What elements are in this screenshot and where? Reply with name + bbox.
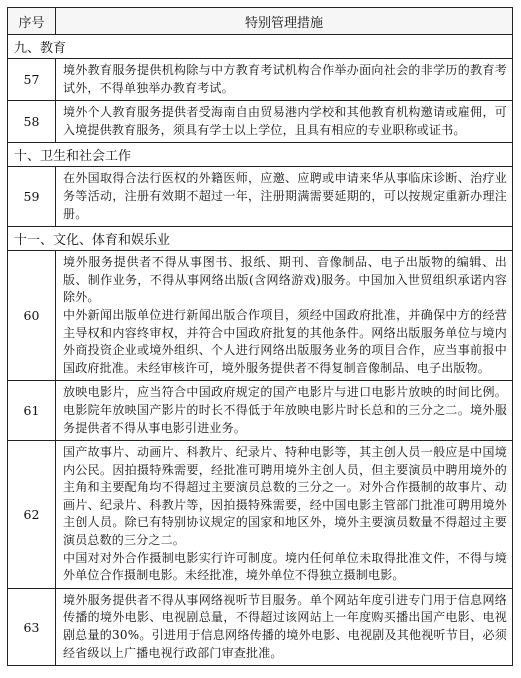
section-title: 十一、文化、体育和娱乐业 <box>8 227 513 251</box>
measure-paragraph: 境外教育服务提供机构除与中方教育考试机构合作举办面向社会的非学历的教育考试外，不得单独举办教育考试。 <box>63 63 507 95</box>
row-serial-number: 57 <box>8 59 56 101</box>
row-measure-text <box>56 101 513 143</box>
row-serial-number: 60 <box>8 251 56 381</box>
measure-paragraph: 国产故事片、动画片、科教片、纪录片、特种电影等，其主创人员一般应是中国境内公民。因拍摄特殊需要，经批准可聘用境外主创人员，但主要演员中聘用境外的主角和主要配角均不得超过主要演员总数的三分之一。对外合作摄制的故事片、动画片、纪录片、科教片等，因拍摄特殊需要，经中国电影主管部门批准可聘用境外主创人员。除已有特别协议规定的国家和地区外，境外主要演员数量不得超过主要演员总数的三分之二。 <box>63 445 507 548</box>
table-body <box>8 35 513 666</box>
measure-paragraph: 境外服务提供者不得从事网络视听节目服务。单个网站年度引进专门用于信息网络传播的境外电影、电视剧总量，不得超过该网站上一年度购买播出国产电影、电视剧总量的30%。引进用于信息网络传播的境外电影、电视剧及其他视听节目，必须经省级以上广播电视行政部门审查批准。 <box>63 592 507 660</box>
table-row <box>8 381 513 441</box>
table-header-row <box>8 8 513 35</box>
row-measure-text <box>56 381 513 441</box>
table-row <box>8 59 513 101</box>
section-row <box>8 227 513 251</box>
section-title: 十、卫生和社会工作 <box>8 143 513 167</box>
table-row <box>8 167 513 227</box>
special-measures-table <box>7 7 513 666</box>
measure-paragraph: 中国对对外合作摄制电影实行许可制度。境内任何单位未取得批准文件，不得与境外单位合作摄制电影。未经批准，境外单位不得独立摄制电影。 <box>63 550 507 583</box>
table-row <box>8 588 513 665</box>
header-serial-number: 序号 <box>8 8 56 35</box>
row-serial-number: 58 <box>8 101 56 143</box>
table-row <box>8 251 513 381</box>
table-row <box>8 101 513 143</box>
row-serial-number: 63 <box>8 588 56 665</box>
section-title: 九、教育 <box>8 35 513 59</box>
measure-paragraph: 在外国取得合法行医权的外籍医师，应邀、应聘或申请来华从事临床诊断、治疗业务等活动，注册有效期不超过一年，注册期满需要延期的，可以按规定重新办理注册。 <box>63 171 507 221</box>
row-measure-text <box>56 441 513 589</box>
section-row <box>8 143 513 167</box>
row-measure-text <box>56 251 513 381</box>
row-measure-text <box>56 588 513 665</box>
header-special-measures: 特别管理措施 <box>56 8 513 35</box>
row-measure-text <box>56 167 513 227</box>
row-serial-number: 62 <box>8 441 56 589</box>
measure-paragraph: 境外个人教育服务提供者受海南自由贸易港内学校和其他教育机构邀请或雇佣，可入境提供教育服务，须具有学士以上学位，且具有相应的专业职称或证书。 <box>63 105 507 137</box>
table-row <box>8 441 513 589</box>
measure-paragraph: 中外新闻出版单位进行新闻出版合作项目，须经中国政府批准，并确保中方的经营主导权和内容终审权，并符合中国政府批复的其他条件。网络出版服务单位与境内外商投资企业或境外组织、个人进行网络出版服务业务的项目合作，应当事前报中国政府批准。未经审核许可，境外服务提供者不得复制音像制品、电子出版物。 <box>63 307 507 375</box>
row-measure-text <box>56 59 513 101</box>
measure-paragraph: 放映电影片，应当符合中国政府规定的国产电影片与进口电影片放映的时间比例。电影院年放映国产影片的时长不得低于年放映电影片时长总和的三分之二。境外服务提供者不得从事电影引进业务。 <box>63 385 507 435</box>
row-serial-number: 59 <box>8 167 56 227</box>
measures-table-wrapper <box>7 7 513 666</box>
section-row <box>8 35 513 59</box>
row-serial-number: 61 <box>8 381 56 441</box>
measure-paragraph: 境外服务提供者不得从事图书、报纸、期刊、音像制品、电子出版物的编辑、出版、制作业务，不得从事网络出版(含网络游戏)服务。中国加入世贸组织承诺内容除外。 <box>63 255 507 305</box>
